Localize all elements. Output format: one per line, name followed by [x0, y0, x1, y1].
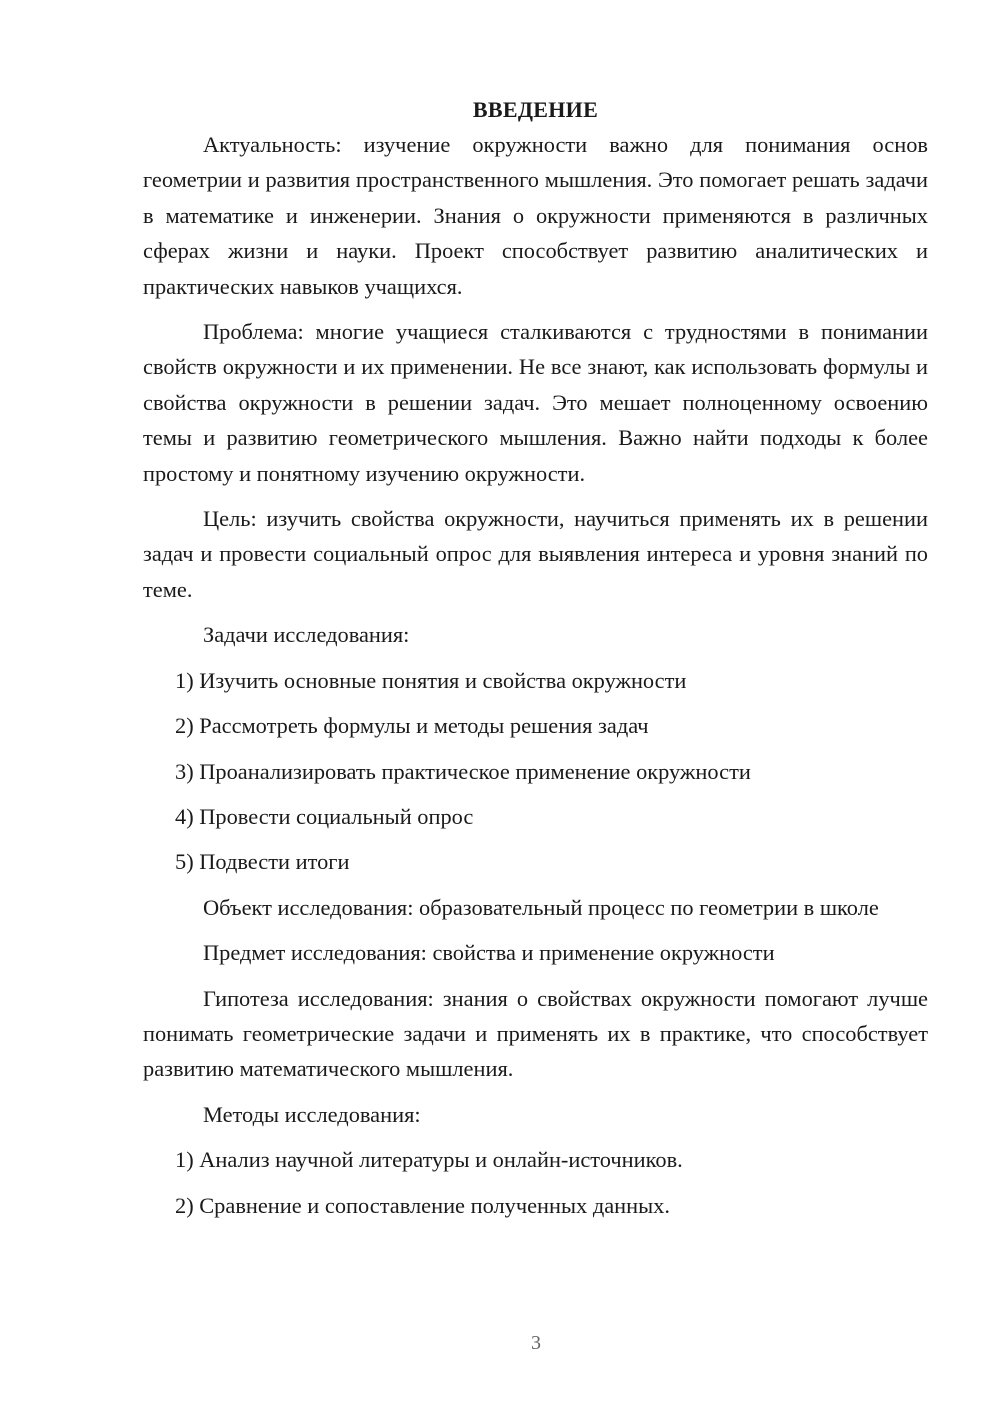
tasks-heading: Задачи исследования:: [203, 622, 410, 648]
list-item: 2) Сравнение и сопоставление полученных данных.: [175, 1192, 670, 1218]
page-number: 3: [531, 1332, 541, 1354]
hypothesis-paragraph: Гипотеза исследования: знания о свойствах окружности помогают лучше понимать геометрические задачи и применять их в практике, что способствует развитию математического мышления.: [143, 985, 928, 1082]
list-item: 4) Провести социальный опрос: [175, 803, 474, 829]
page-content: [143, 92, 928, 1233]
page-title: ВВЕДЕНИЕ: [472, 97, 599, 122]
list-item: 1) Анализ научной литературы и онлайн-источников.: [175, 1147, 683, 1173]
relevance-paragraph: Актуальность: изучение окружности важно для понимания основ геометрии и развития пространственного мышления. Это помогает решать задачи в математике и инженерии. Знания о окружности применяются в различных сферах жизни и науки. Проект способствует развитию аналитических и практических навыков учащихся.: [143, 132, 928, 299]
methods-heading: Методы исследования:: [203, 1101, 421, 1127]
methods-list: [143, 1142, 928, 1223]
list-item: 3) Проанализировать практическое применение окружности: [175, 758, 751, 784]
problem-paragraph: Проблема: многие учащиеся сталкиваются с трудностями в понимании свойств окружности и их применении. Не все знают, как использовать формулы и свойства окружности в решении задач. Это мешает полноценному освоению темы и развитию геометрического мышления. Важно найти подходы к более простому и понятному изучению окружности.: [143, 319, 928, 486]
object-paragraph: Объект исследования: образовательный процесс по геометрии в школе: [203, 894, 879, 920]
list-item: 1) Изучить основные понятия и свойства окружности: [175, 667, 687, 693]
list-item: 5) Подвести итоги: [175, 849, 350, 875]
tasks-list: [143, 663, 928, 880]
goal-paragraph: Цель: изучить свойства окружности, научиться применять их в решении задач и провести социальный опрос для выявления интереса и уровня знаний по теме.: [143, 506, 928, 602]
list-item: 2) Рассмотреть формулы и методы решения задач: [175, 713, 649, 739]
subject-paragraph: Предмет исследования: свойства и применение окружности: [203, 940, 775, 966]
